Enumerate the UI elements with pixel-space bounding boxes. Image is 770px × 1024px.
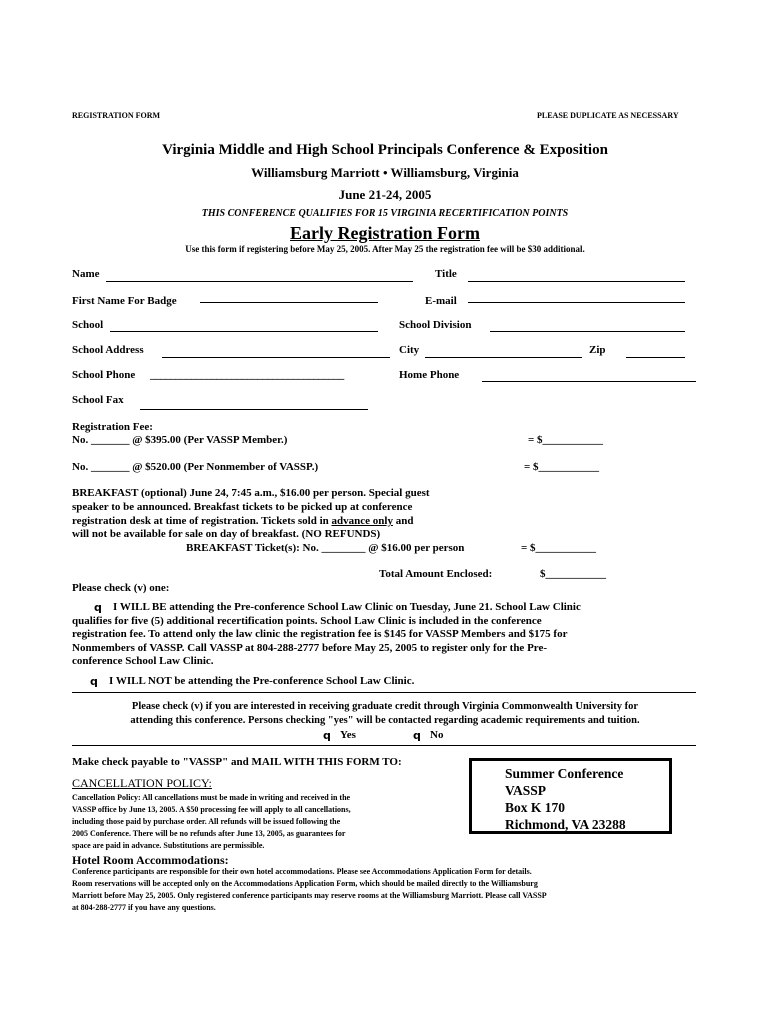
- credit-yes-checkbox[interactable]: q: [323, 729, 331, 742]
- home-phone-field[interactable]: [482, 381, 696, 382]
- school-phone-label: School Phone: [72, 369, 136, 381]
- mail-instructions: Make check payable to "VASSP" and MAIL WITH THIS FORM TO:: [72, 756, 402, 768]
- cancellation-line-4: 2005 Conference. There will be no refunds after June 13, 2005, as guarantees for: [72, 829, 346, 838]
- address-label: School Address: [72, 344, 144, 356]
- address-field[interactable]: [162, 357, 390, 358]
- will-attend-line-4: Nonmembers of VASSP. Call VASSP at 804-288-2777 before May 25, 2005 to register only for the Pre-: [72, 642, 548, 654]
- address-line-1: Summer Conference: [505, 766, 624, 781]
- will-attend-line-1: I WILL BE attending the Pre-conference School Law Clinic on Tuesday, June 21. School Law Clinic: [113, 601, 581, 613]
- zip-field[interactable]: [626, 357, 685, 358]
- hotel-heading: Hotel Room Accommodations:: [72, 853, 229, 867]
- title-label: Title: [435, 268, 457, 280]
- credit-line-2: attending this conference. Persons checking "yes" will be contacted regarding academic requirements and tuition.: [130, 715, 640, 726]
- member-fee-line[interactable]: No. _______ @ $395.00 (Per VASSP Member.): [72, 434, 288, 446]
- divider-bottom: [72, 745, 696, 746]
- address-line-2: VASSP: [505, 783, 547, 798]
- division-field[interactable]: [490, 331, 685, 332]
- breakfast-total[interactable]: = $___________: [521, 542, 597, 554]
- credit-no-label: No: [430, 729, 444, 741]
- email-label: E-mail: [425, 295, 457, 307]
- school-label: School: [72, 319, 104, 331]
- venue: Williamsburg Marriott • Williamsburg, Virginia: [251, 165, 519, 180]
- cancellation-line-1: Cancellation Policy: All cancellations must be made in writing and received in the: [72, 793, 351, 802]
- cancellation-line-5: space are paid in advance. Substitutions are permissible.: [72, 841, 265, 850]
- school-fax-field[interactable]: [140, 409, 368, 410]
- advance-only-text: advance only: [331, 515, 393, 527]
- instructions: Use this form if registering before May 25, 2005. After May 25 the registration fee will be $30 additional.: [185, 244, 585, 254]
- will-attend-line-2: qualifies for five (5) additional recertification points. School Law Clinic is included in the conference: [72, 615, 542, 627]
- member-fee-total[interactable]: = $___________: [528, 434, 604, 446]
- nonmember-fee-total[interactable]: = $___________: [524, 461, 600, 473]
- total-label: Total Amount Enclosed:: [379, 568, 493, 580]
- breakfast-line-3-start: registration desk at time of registration. Tickets sold in: [72, 515, 332, 527]
- breakfast-tickets-line[interactable]: BREAKFAST Ticket(s): No. ________ @ $16.00 per person: [186, 542, 465, 554]
- address-line-4: Richmond, VA 23288: [505, 817, 626, 832]
- form-title: Early Registration Form: [290, 223, 480, 243]
- home-phone-label: Home Phone: [399, 369, 460, 381]
- hotel-line-4: at 804-288-2777 if you have any questions.: [72, 903, 216, 912]
- credit-no-checkbox[interactable]: q: [413, 729, 421, 742]
- email-field[interactable]: [468, 302, 685, 303]
- hotel-line-3: Marriott before May 25, 2005. Only registered conference participants may reserve rooms at the Williamsburg Marriott. Please call VASSP: [72, 891, 547, 900]
- will-attend-line-5: conference School Law Clinic.: [72, 655, 214, 667]
- title-field[interactable]: [468, 281, 685, 282]
- will-not-attend-text: I WILL NOT be attending the Pre-conference School Law Clinic.: [109, 675, 415, 687]
- recert-note: THIS CONFERENCE QUALIFIES FOR 15 VIRGINIA RECERTIFICATION POINTS: [201, 208, 569, 219]
- nonmember-fee-line[interactable]: No. _______ @ $520.00 (Per Nonmember of VASSP.): [72, 461, 319, 473]
- cancellation-line-3: including those paid by purchase order. All refunds will be issued following the: [72, 817, 341, 826]
- division-label: School Division: [399, 319, 472, 331]
- cancellation-line-2: VASSP office by June 13, 2005. A $50 processing fee will apply to all cancellations,: [72, 805, 351, 814]
- credit-yes-label: Yes: [340, 729, 356, 741]
- mailing-address-box: [469, 758, 672, 834]
- badge-label: First Name For Badge: [72, 295, 177, 307]
- header-left: REGISTRATION FORM: [72, 111, 161, 120]
- breakfast-line-3: [72, 515, 413, 527]
- school-fax-label: School Fax: [72, 394, 124, 406]
- hotel-line-2: Room reservations will be accepted only on the Accommodations Application Form, which should be mailed directly to the Williamsburg: [72, 879, 538, 888]
- header-right: PLEASE DUPLICATE AS NECESSARY: [537, 111, 679, 120]
- city-label: City: [399, 344, 420, 356]
- dates: June 21-24, 2005: [338, 187, 432, 202]
- will-attend-checkbox[interactable]: q: [94, 601, 102, 614]
- address-line-3: Box K 170: [505, 800, 566, 815]
- zip-label: Zip: [589, 344, 606, 356]
- check-one-label: Please check (v) one:: [72, 582, 170, 594]
- badge-field[interactable]: [200, 302, 378, 303]
- name-label: Name: [72, 268, 100, 280]
- school-field[interactable]: [110, 331, 378, 332]
- city-field[interactable]: [425, 357, 582, 358]
- breakfast-line-3-end: and: [392, 515, 414, 527]
- school-phone-field[interactable]: ______________________________________: [150, 369, 344, 381]
- cancellation-heading: CANCELLATION POLICY:: [72, 776, 212, 790]
- will-attend-line-3: registration fee. To attend only the law clinic the registration fee is $145 for VASSP Members and $175 for: [72, 628, 568, 640]
- conference-title: Virginia Middle and High School Principals Conference & Exposition: [162, 142, 608, 158]
- total-field[interactable]: $___________: [540, 568, 606, 580]
- fee-heading: Registration Fee:: [72, 421, 153, 433]
- will-not-attend-checkbox[interactable]: q: [90, 675, 98, 688]
- divider-top: [72, 692, 696, 693]
- name-field[interactable]: [106, 281, 413, 282]
- breakfast-line-4: will not be available for sale on day of breakfast. (NO REFUNDS): [72, 528, 381, 540]
- breakfast-line-1: BREAKFAST (optional) June 24, 7:45 a.m., $16.00 per person. Special guest: [72, 487, 430, 499]
- hotel-line-1: Conference participants are responsible for their own hotel accommodations. Please see Accommodations Application Form for details.: [72, 867, 532, 876]
- credit-line-1: Please check (v) if you are interested in receiving graduate credit through Virginia Commonwealth University for: [131, 701, 639, 712]
- breakfast-line-2: speaker to be announced. Breakfast tickets to be picked up at conference: [72, 501, 413, 513]
